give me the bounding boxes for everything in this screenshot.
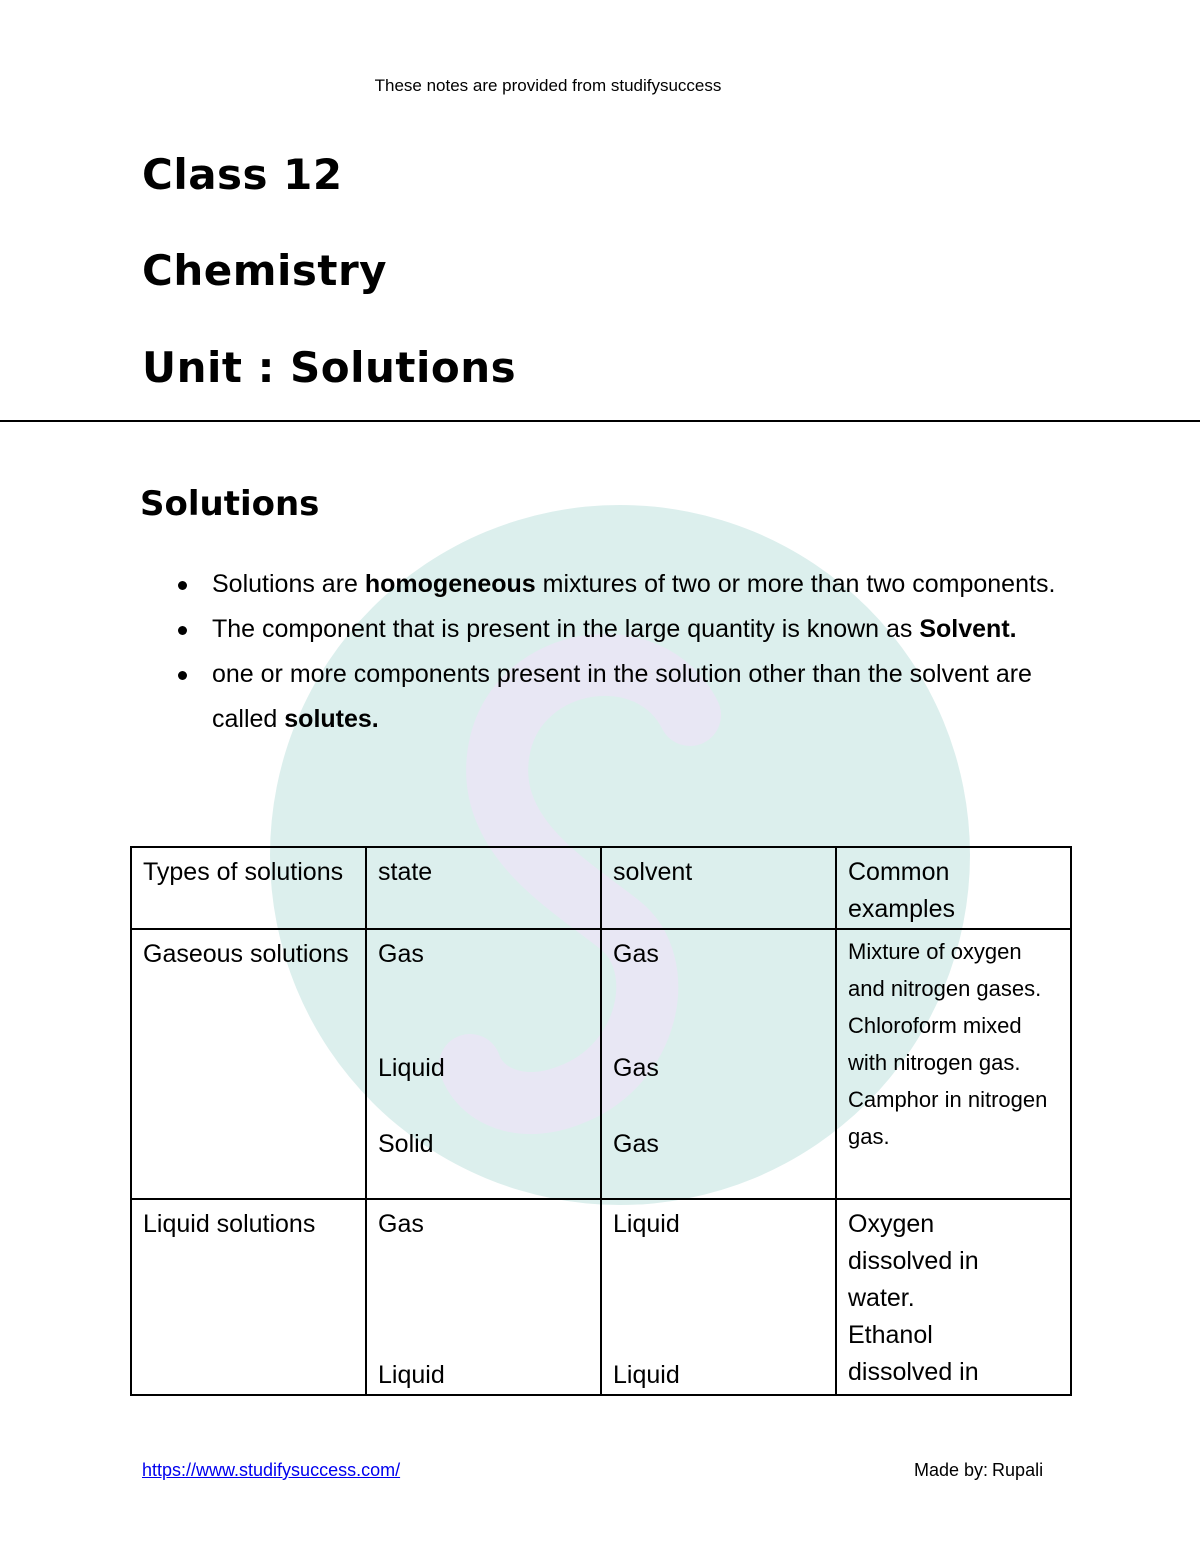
header-note: These notes are provided from studifysuccess [374, 76, 722, 95]
definition-list [140, 562, 1060, 742]
header-cell: Types of solutions [131, 847, 366, 929]
bullet-text: one or more components present in the solution other than the solvent are called [212, 660, 1032, 733]
cell-line: Liquid [613, 1361, 680, 1389]
cell-line: Chloroform mixed with nitrogen gas. [848, 1013, 1022, 1075]
bullet-dot-icon [178, 581, 187, 590]
list-item [140, 652, 1060, 742]
footer-website-link[interactable]: https://www.studifysuccess.com/ [142, 1460, 401, 1480]
cell-line: Gas [378, 940, 424, 968]
table-row [131, 1199, 1071, 1395]
bullet-bold-text: solutes. [284, 705, 379, 733]
cell-line: Gas [613, 940, 659, 968]
bullet-dot-icon [178, 626, 187, 635]
cell-line: Mixture of oxygen and nitrogen gases. [848, 939, 1042, 1001]
bullet-dot-icon [178, 671, 187, 680]
table-cell [601, 929, 836, 1199]
cell-line: Liquid [378, 1054, 445, 1082]
table-cell: Liquid solutions [131, 1199, 366, 1395]
solutions-table [130, 846, 1072, 1396]
list-item [140, 562, 1060, 607]
table-cell [601, 1199, 836, 1395]
cell-line: Liquid [613, 1210, 680, 1238]
table-cell [366, 929, 601, 1199]
table-header-row [131, 847, 1071, 929]
cell-line: Gas [613, 1054, 659, 1082]
header-cell: Common examples [836, 847, 1071, 929]
cell-line: Ethanol dissolved in [848, 1321, 979, 1386]
made-by-label: Made by: [914, 1460, 989, 1480]
cell-line: Gas [378, 1210, 424, 1238]
table-cell [836, 1199, 1071, 1395]
cell-line: Solid [378, 1130, 434, 1158]
cell-line: Liquid [378, 1361, 445, 1389]
cell-line: Camphor in nitrogen gas. [848, 1087, 1048, 1149]
table-cell [836, 929, 1071, 1199]
made-by-name: Rupali [992, 1460, 1044, 1480]
bullet-text: The component that is present in the large quantity is known as [212, 615, 920, 643]
class-heading: Class 12 [142, 150, 343, 199]
header-divider [0, 420, 1200, 422]
table-cell: Gaseous solutions [131, 929, 366, 1199]
list-item [140, 607, 1060, 652]
bullet-text: mixtures of two or more than two components. [535, 570, 1056, 598]
subject-heading: Chemistry [142, 246, 388, 295]
footer-made-by [914, 1460, 1043, 1481]
cell-line: Oxygen dissolved in water. [848, 1210, 979, 1312]
table-row [131, 929, 1071, 1199]
unit-heading: Unit : Solutions [142, 343, 517, 392]
bullet-text: Solutions are [212, 570, 365, 598]
header-cell: state [366, 847, 601, 929]
header-cell: solvent [601, 847, 836, 929]
cell-line: Gas [613, 1130, 659, 1158]
section-title: Solutions [140, 484, 320, 524]
bullet-bold-text: Solvent. [919, 615, 1017, 643]
table-cell [366, 1199, 601, 1395]
bullet-bold-text: homogeneous [364, 570, 536, 598]
